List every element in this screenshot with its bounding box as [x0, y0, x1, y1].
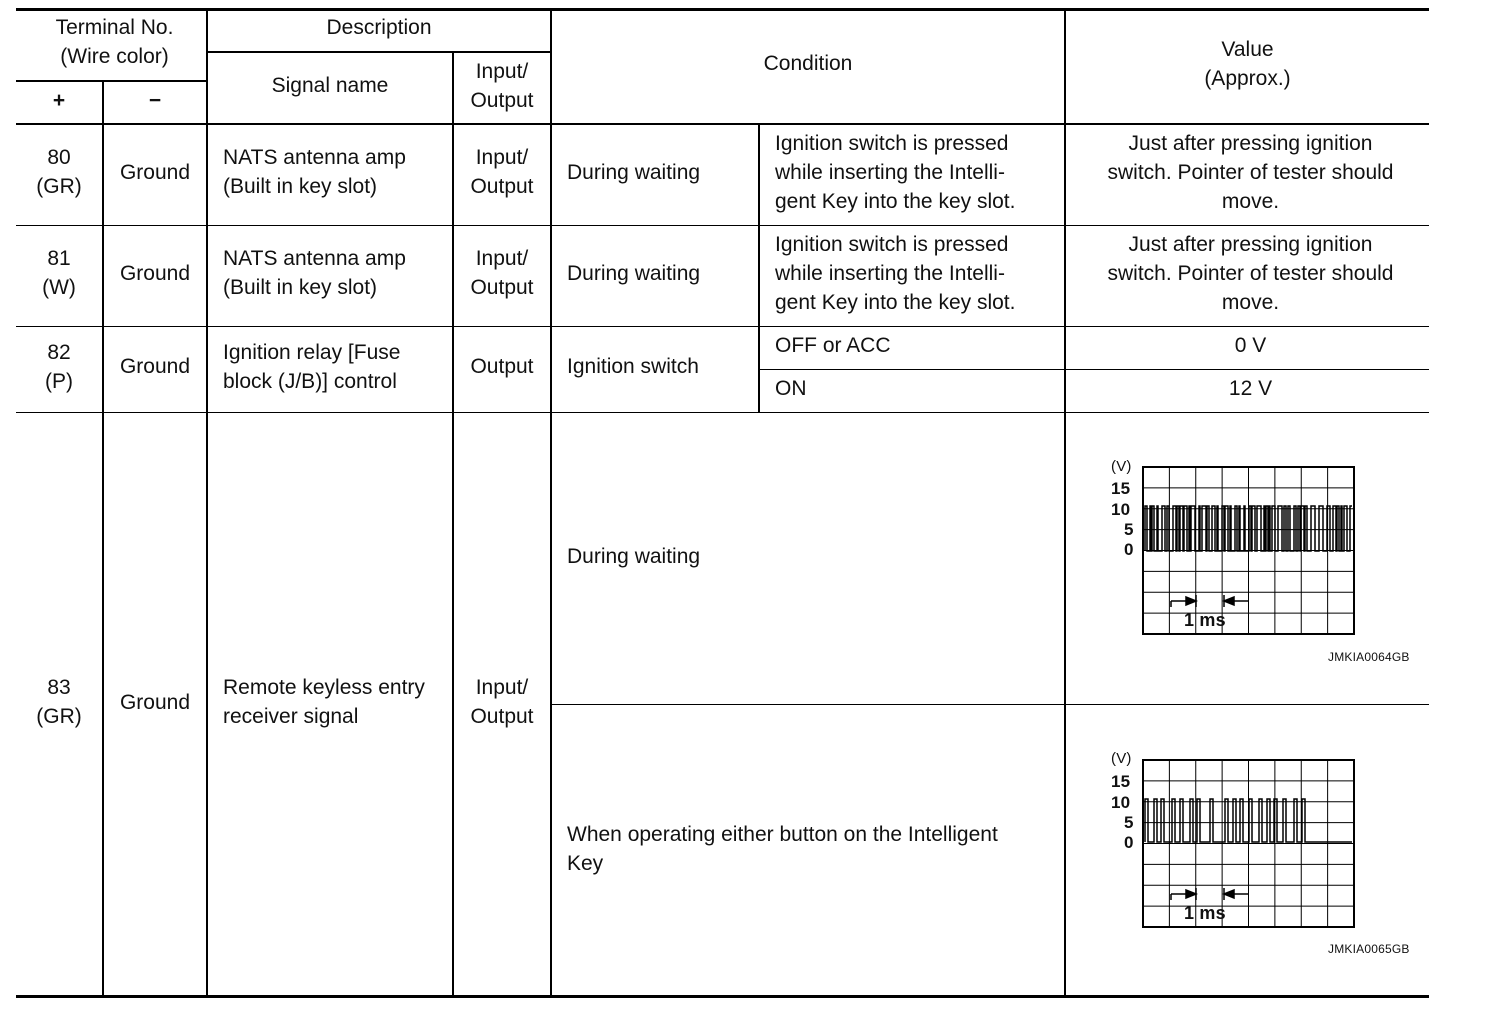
ground-terminal: Ground — [119, 262, 191, 285]
header-terminal-no: Terminal No. — [55, 16, 174, 39]
condition: Key — [567, 852, 604, 875]
value: switch. Pointer of tester should — [1107, 262, 1394, 285]
input-output: Input/ — [475, 146, 529, 169]
value: move. — [1221, 190, 1280, 213]
value: Just after pressing ignition — [1128, 233, 1373, 256]
ground-terminal: Ground — [119, 355, 191, 378]
wire-color: (P) — [45, 370, 73, 393]
header-description: Description — [326, 16, 432, 39]
condition: Ignition switch — [567, 355, 699, 378]
input-output: Output — [470, 175, 534, 198]
row-divider — [16, 326, 1429, 327]
header-input-output: Input/ — [475, 60, 529, 83]
ground-terminal: Ground — [119, 161, 191, 184]
terminal-number: 80 — [47, 146, 71, 169]
table-top-border — [16, 8, 1429, 11]
row-divider — [758, 369, 1429, 370]
condition: During waiting — [567, 545, 701, 568]
row-divider — [550, 704, 1429, 705]
header-divider — [206, 51, 552, 53]
value: switch. Pointer of tester should — [1107, 161, 1394, 184]
scope-tick-10: 10 — [1111, 500, 1131, 519]
header-minus: − — [148, 89, 162, 112]
condition: When operating either button on the Intelligent — [567, 823, 998, 846]
scope-unit-label: (V) — [1111, 458, 1132, 475]
header-condition: Condition — [763, 52, 853, 75]
condition: During waiting — [567, 161, 701, 184]
scope-plot — [1100, 455, 1380, 645]
scope-signal-trace — [1145, 799, 1352, 842]
scope-tick-5: 5 — [1124, 520, 1134, 539]
signal-name: NATS antenna amp — [223, 146, 406, 169]
figure-code: JMKIA0065GB — [1328, 942, 1410, 956]
col-divider — [550, 9, 552, 997]
signal-name: Remote keyless entry — [223, 676, 425, 699]
header-wire-color: (Wire color) — [60, 45, 169, 68]
wire-color: (W) — [42, 276, 76, 299]
sub-condition: Ignition switch is pressed — [775, 132, 1009, 155]
header-signal-name: Signal name — [271, 74, 389, 97]
header-plus: + — [52, 89, 66, 112]
scope-tick-10: 10 — [1111, 793, 1131, 812]
value: 0 V — [1234, 334, 1267, 357]
sub-condition: while inserting the Intelli- — [775, 262, 1005, 285]
scope-tick-15: 15 — [1111, 479, 1131, 498]
input-output: Input/ — [475, 676, 529, 699]
time-scale-marker — [1171, 888, 1248, 900]
value: Just after pressing ignition — [1128, 132, 1373, 155]
terminal-number: 82 — [47, 341, 71, 364]
figure-code: JMKIA0064GB — [1328, 650, 1410, 664]
scope-time-label: 1 ms — [1184, 610, 1226, 630]
scope-time-label: 1 ms — [1184, 903, 1226, 923]
signal-name: (Built in key slot) — [223, 276, 378, 299]
row-divider — [16, 412, 1429, 413]
time-scale-marker — [1171, 595, 1248, 607]
sub-condition: Ignition switch is pressed — [775, 233, 1009, 256]
sub-condition: gent Key into the key slot. — [775, 291, 1016, 314]
row-divider — [16, 225, 1429, 226]
signal-name: receiver signal — [223, 705, 359, 728]
scope-plot — [1100, 748, 1380, 938]
signal-name: block (J/B)] control — [223, 370, 397, 393]
ground-terminal: Ground — [119, 691, 191, 714]
scope-tick-0: 0 — [1124, 540, 1134, 559]
scope-tick-5: 5 — [1124, 813, 1134, 832]
header-input-output: Output — [470, 89, 534, 112]
value: 12 V — [1228, 377, 1273, 400]
table-bottom-border — [16, 995, 1429, 998]
sub-condition: ON — [775, 377, 807, 400]
sub-condition: while inserting the Intelli- — [775, 161, 1005, 184]
scope-unit-label: (V) — [1111, 750, 1132, 767]
terminal-number: 83 — [47, 676, 71, 699]
header-value-approx: (Approx.) — [1204, 67, 1291, 90]
input-output: Input/ — [475, 247, 529, 270]
input-output: Output — [470, 276, 534, 299]
scope-signal-trace — [1145, 506, 1352, 551]
sub-condition: gent Key into the key slot. — [775, 190, 1016, 213]
wire-color: (GR) — [36, 705, 82, 728]
row-divider — [16, 123, 1429, 125]
col-divider — [102, 80, 104, 997]
scope-tick-0: 0 — [1124, 833, 1134, 852]
header-value: Value — [1221, 38, 1274, 61]
input-output: Output — [470, 355, 534, 378]
scope-grid — [1143, 760, 1354, 927]
terminal-number: 81 — [47, 247, 71, 270]
wire-color: (GR) — [36, 175, 82, 198]
signal-name: (Built in key slot) — [223, 175, 378, 198]
input-output: Output — [470, 705, 534, 728]
sub-condition: OFF or ACC — [775, 334, 891, 357]
signal-name: Ignition relay [Fuse — [223, 341, 401, 364]
col-divider — [206, 9, 208, 997]
signal-name: NATS antenna amp — [223, 247, 406, 270]
header-divider — [16, 80, 207, 82]
condition: During waiting — [567, 262, 701, 285]
scope-tick-15: 15 — [1111, 772, 1131, 791]
value: move. — [1221, 291, 1280, 314]
